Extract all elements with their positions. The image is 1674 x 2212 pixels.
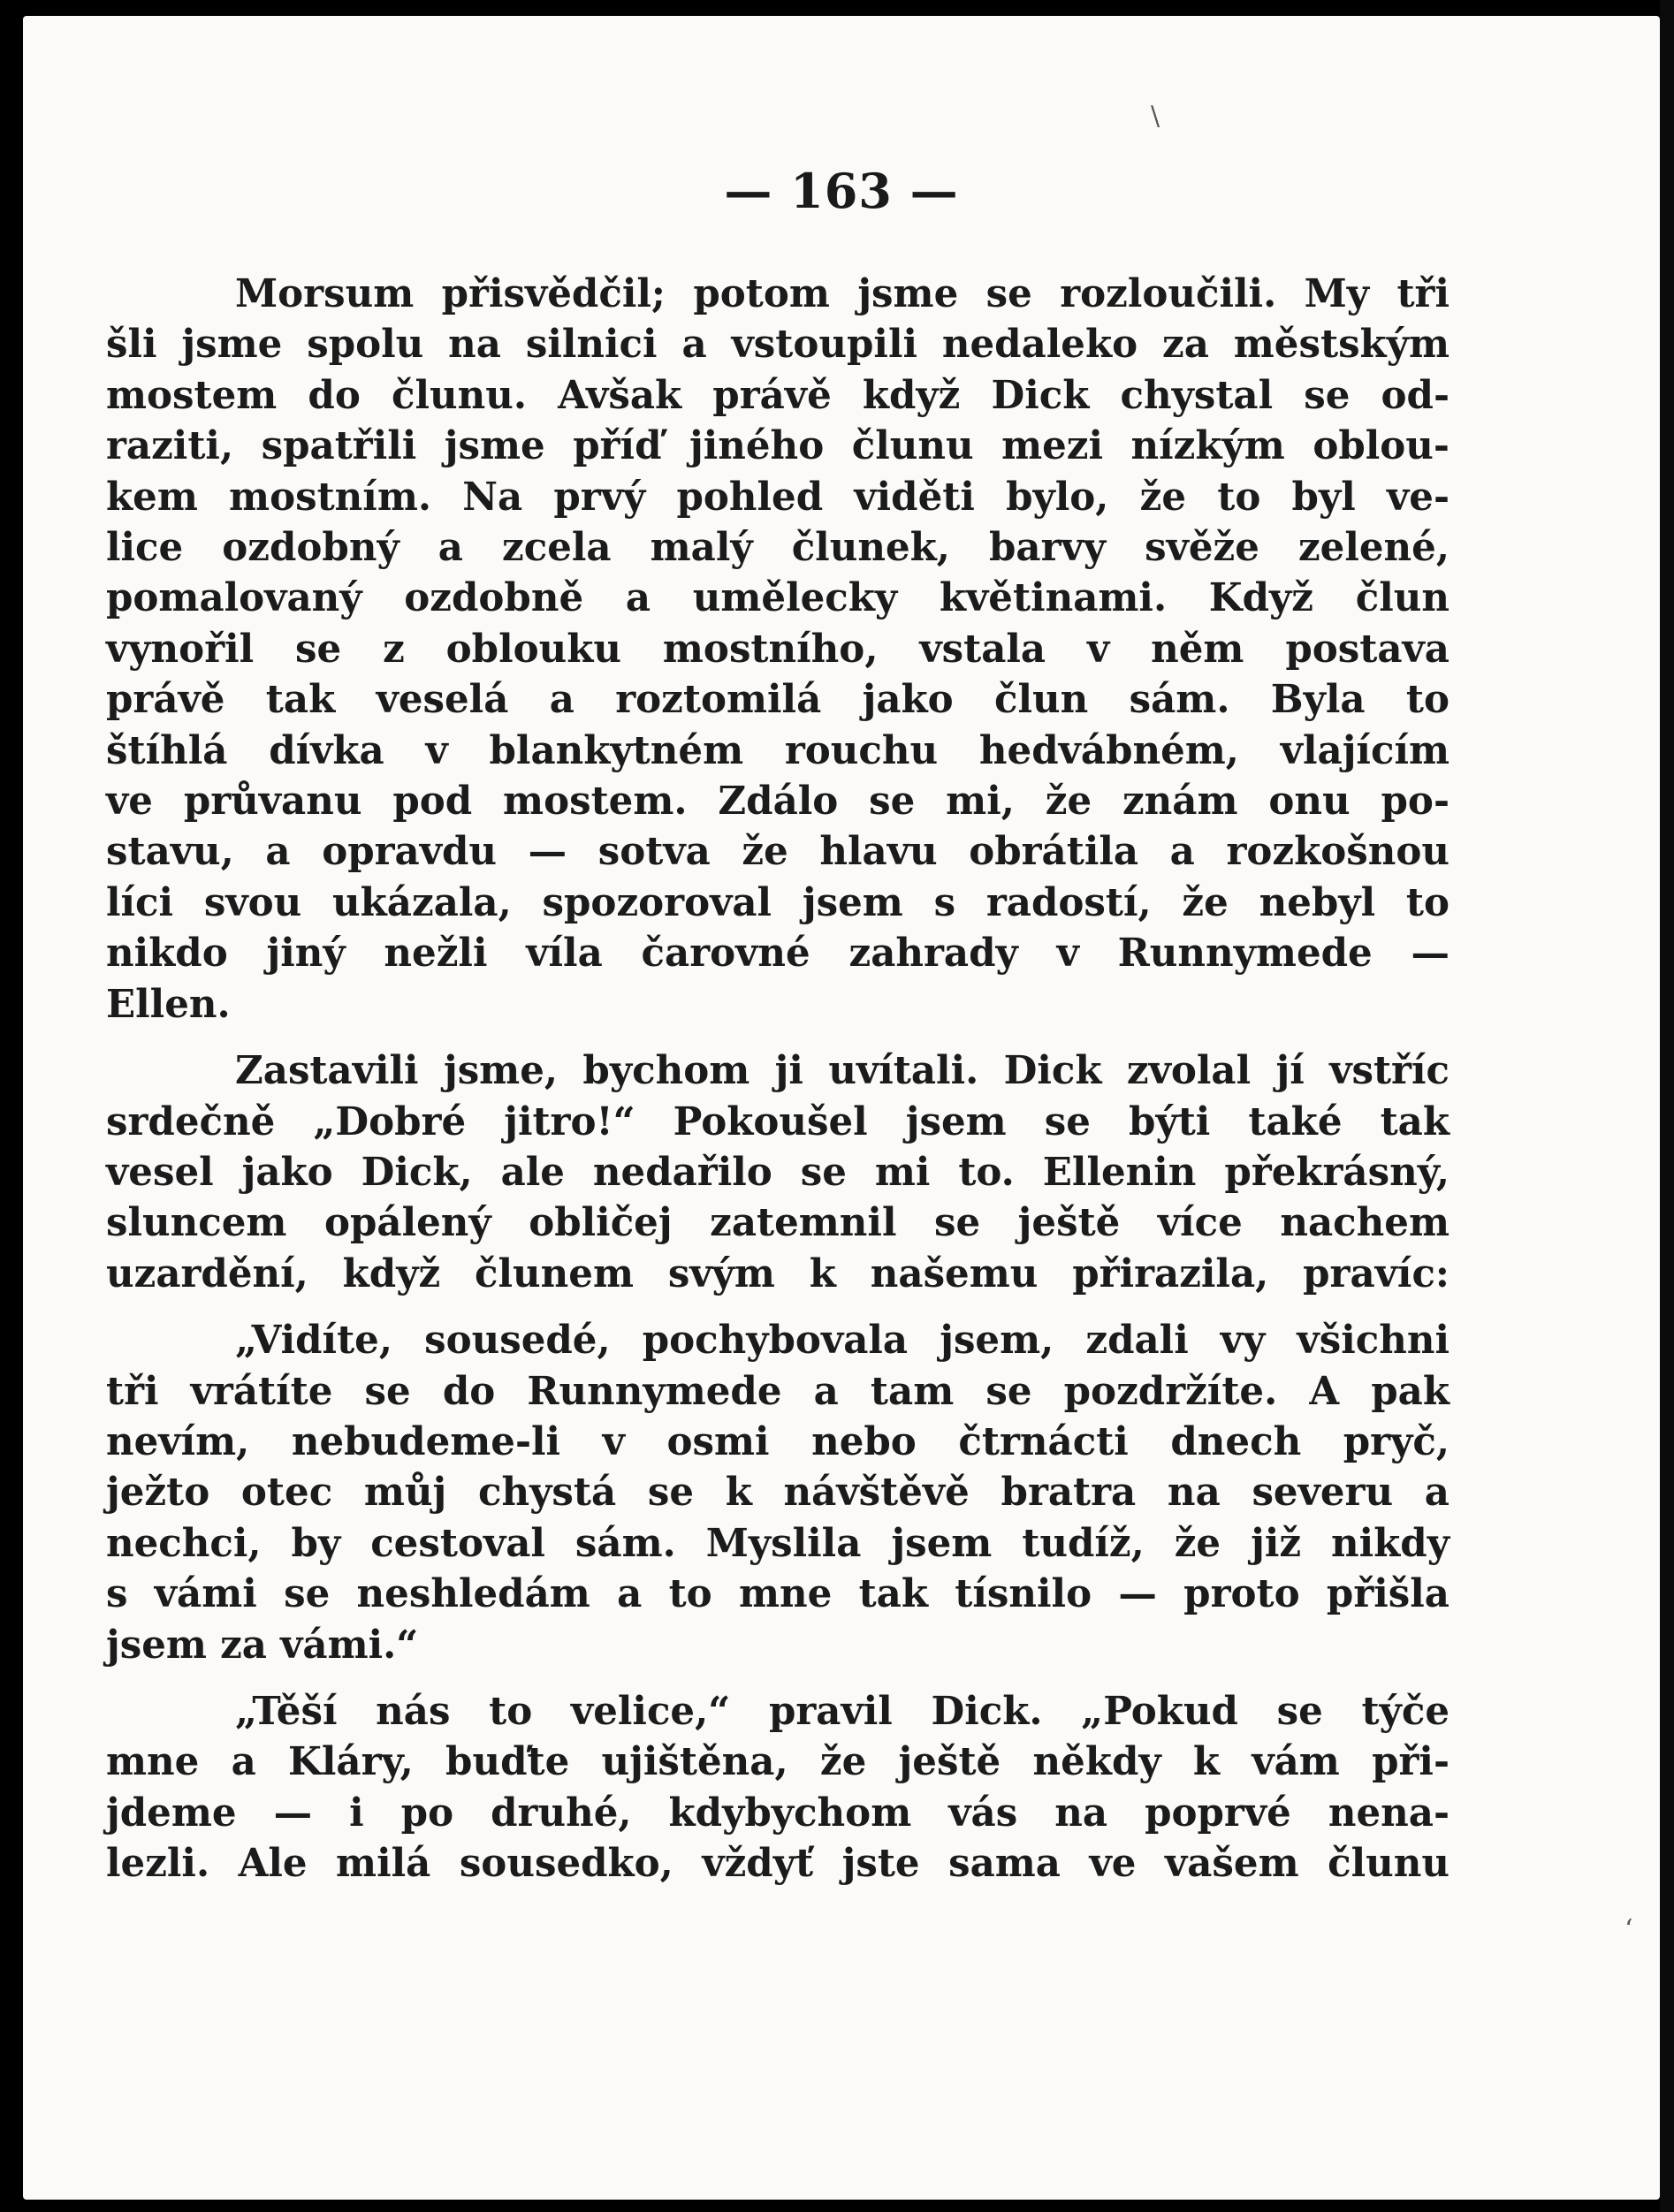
text-line: Zastavili jsme, bychom ji uvítali. Dick zvolal jí vstříc bbox=[235, 1048, 1450, 1094]
body-text bbox=[106, 269, 1450, 1889]
text-line: tři vrátíte se do Runnymede a tam se pozdržíte. A pak bbox=[106, 1368, 1450, 1414]
text-line: jsem za vámi.“ bbox=[106, 1622, 419, 1668]
text-line: lice ozdobný a zcela malý člunek, barvy svěže zelené, bbox=[106, 525, 1450, 571]
page-edge-shadow bbox=[1660, 0, 1674, 2212]
page-number: — 163 — bbox=[724, 163, 959, 219]
text-line: právě tak veselá a roztomilá jako člun sám. Byla to bbox=[106, 677, 1450, 723]
text-line: Morsum přisvědčil; potom jsme se rozloučili. My tři bbox=[235, 271, 1450, 316]
paragraph-4 bbox=[106, 1686, 1450, 1889]
text-line: mostem do člunu. Avšak právě když Dick chystal se od- bbox=[106, 372, 1450, 418]
text-line: raziti, spatřili jsme příď jiného člunu mezi nízkým oblou- bbox=[106, 423, 1450, 469]
paragraph-2 bbox=[106, 1045, 1450, 1299]
scan-speck: \ bbox=[1151, 101, 1160, 132]
text-line: pomalovaný ozdobně a umělecky květinami. Když člun bbox=[106, 575, 1450, 621]
text-line: nikdo jiný nežli víla čarovné zahrady v Runnymede — bbox=[106, 931, 1450, 977]
text-line: Ellen. bbox=[106, 981, 231, 1027]
text-line: mne a Kláry, buďte ujištěna, že ještě někdy k vám při- bbox=[106, 1739, 1450, 1785]
text-line: lezli. Ale milá sousedko, vždyť jste sama ve vašem člunu bbox=[106, 1841, 1450, 1887]
text-line: líci svou ukázala, spozoroval jsem s radostí, že nebyl to bbox=[106, 879, 1450, 925]
text-line: nevím, nebudeme-li v osmi nebo čtrnácti dnech pryč, bbox=[106, 1418, 1450, 1464]
text-line: stavu, a opravdu — sotva že hlavu obrátila a rozkošnou bbox=[106, 829, 1450, 875]
paragraph-1 bbox=[106, 269, 1450, 1030]
text-line: šli jsme spolu na silnici a vstoupili nedaleko za městským bbox=[106, 322, 1450, 368]
text-line: ježto otec můj chystá se k návštěvě bratra na severu a bbox=[106, 1470, 1450, 1516]
text-line: „Vidíte, sousedé, pochybovala jsem, zdali vy všichni bbox=[235, 1318, 1450, 1364]
text-line: sluncem opálený obličej zatemnil se ještě více nachem bbox=[106, 1200, 1450, 1246]
text-line: jdeme — i po druhé, kdybychom vás na poprvé nena- bbox=[106, 1790, 1450, 1836]
scan-speck: ‘ bbox=[1625, 1914, 1633, 1945]
text-line: kem mostním. Na prvý pohled viděti bylo, že to byl ve- bbox=[106, 474, 1450, 520]
text-line: uzardění, když člunem svým k našemu přirazila, pravíc: bbox=[106, 1250, 1450, 1296]
text-line: ve průvanu pod mostem. Zdálo se mi, že znám onu po- bbox=[106, 779, 1450, 825]
text-line: srdečně „Dobré jitro!“ Pokoušel jsem se býti také tak bbox=[106, 1098, 1450, 1144]
text-line: nechci, by cestoval sám. Myslila jsem tudíž, že již nikdy bbox=[106, 1520, 1450, 1566]
text-line: vynořil se z oblouku mostního, vstala v něm postava bbox=[106, 626, 1450, 672]
paragraph-3 bbox=[106, 1315, 1450, 1670]
text-line: s vámi se neshledám a to mne tak tísnilo — proto přišla bbox=[106, 1571, 1450, 1617]
book-page bbox=[23, 16, 1660, 2200]
text-line: vesel jako Dick, ale nedařilo se mi to. Ellenin překrásný, bbox=[106, 1149, 1450, 1195]
text-line: „Těší nás to velice,“ pravil Dick. „Pokud se týče bbox=[235, 1688, 1450, 1734]
text-line: štíhlá dívka v blankytném rouchu hedvábném, vlajícím bbox=[106, 727, 1450, 773]
